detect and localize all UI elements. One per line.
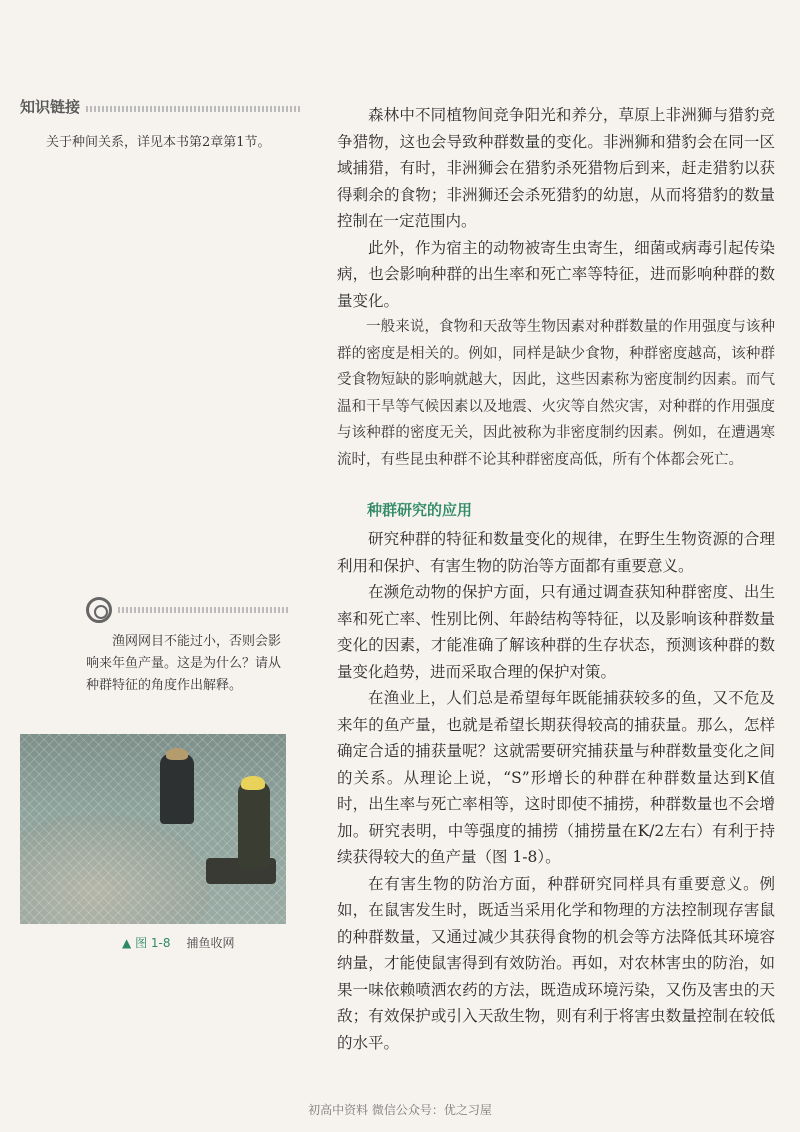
paragraph: 此外，作为宿主的动物被寄生虫寄生，细菌或病毒引起传染病，也会影响种群的出生率和死亡率等特征，进而影响种群的数量变化。 — [337, 238, 775, 310]
fishing-photo — [20, 734, 286, 924]
dotted-divider — [86, 106, 300, 112]
small-print-paragraph: 一般来说，食物和天敌等生物因素对种群数量的作用强度与该种群的密度是相关的。例如，同样是缺少食物，种群密度越高，该种群受食物短缺的影响就越大，因此，这些因素称为密度制约因素。而气温和干旱等气候因素以及地震、火灾等自然灾害，对种群的作用强度与该种群的密度无关，因此被称为非密度制约因素。例如，在遭遇寒流时，有些昆虫种群不论其种群密度高低，所有个体都会死亡。 — [337, 319, 775, 468]
knowledge-link-title: 知识链接 — [20, 98, 81, 116]
fisherman — [160, 754, 194, 824]
sidebar — [20, 96, 300, 153]
figure-caption — [122, 934, 235, 951]
think-box — [86, 597, 290, 697]
section-title: 种群研究的应用 — [367, 501, 473, 519]
figure-label: 图 1-8 — [135, 936, 171, 950]
paragraph: 在渔业上，人们总是希望每年既能捕获较多的鱼，又不危及来年的鱼产量，也就是希望长期获得较高的捕获量。那么，怎样确定合适的捕获量呢？这就需要研究捕获量与种群数量变化之间的关系。从理论上说，“S”形增长的种群在种群数量达到K值时，出生率与死亡率相等，这时即使不捕捞，种群数量也不会增加。研究表明，中等强度的捕捞（捕捞量在K/2左右）有利于持续获得较大的鱼产量（图 1-8）。 — [337, 689, 775, 866]
knowledge-link-note: 关于种间关系，详见本书第2章第1节。 — [46, 135, 271, 150]
dotted-divider — [118, 607, 290, 613]
paragraph: 在濒危动物的保护方面，只有通过调查获知种群密度、出生率和死亡率、性别比例、年龄结构等特征，以及影响该种群数量变化的因素，才能准确了解该种群的生存状态，预测该种群的数量变化趋势，进而采取合理的保护对策。 — [337, 583, 775, 681]
paragraph: 在有害生物的防治方面，种群研究同样具有重要意义。例如，在鼠害发生时，既适当采用化学和物理的方法控制现存害鼠的种群数量，又通过减少其获得食物的机会等方法降低其环境容纳量，才能使鼠害得到有效防治。再如，对农林害虫的防治，如果一味依赖喷洒农药的方法，既造成环境污染，又伤及害虫的天敌；有效保护或引入天敌生物，则有利于将害虫数量控制在较低的水平。 — [337, 874, 775, 1052]
figure-caption-text: 捕鱼收网 — [186, 936, 235, 950]
knowledge-link-header — [20, 96, 300, 117]
footer-watermark: 初高中资料 微信公众号：优之习屋 — [308, 1103, 492, 1117]
triangle-icon: ▲ — [122, 936, 132, 950]
main-column — [337, 102, 775, 1056]
think-icon — [86, 597, 112, 623]
paragraph: 研究种群的特征和数量变化的规律，在野生生物资源的合理利用和保护、有害生物的防治等方面都有重要意义。 — [337, 530, 775, 575]
fisherman — [238, 782, 270, 868]
paragraph: 森林中不同植物间竞争阳光和养分，草原上非洲狮与猎豹竞争猎物，这也会导致种群数量的变化。非洲狮和猎豹会在同一区域捕猎，有时，非洲狮会在猎豹杀死猎物后到来，赶走猎豹以获得剩余的食物；非洲狮还会杀死猎豹的幼崽，从而将猎豹的数量控制在一定范围内。 — [337, 106, 775, 230]
think-question: 渔网网目不能过小，否则会影响来年鱼产量。这是为什么？请从种群特征的角度作出解释。 — [86, 634, 282, 693]
